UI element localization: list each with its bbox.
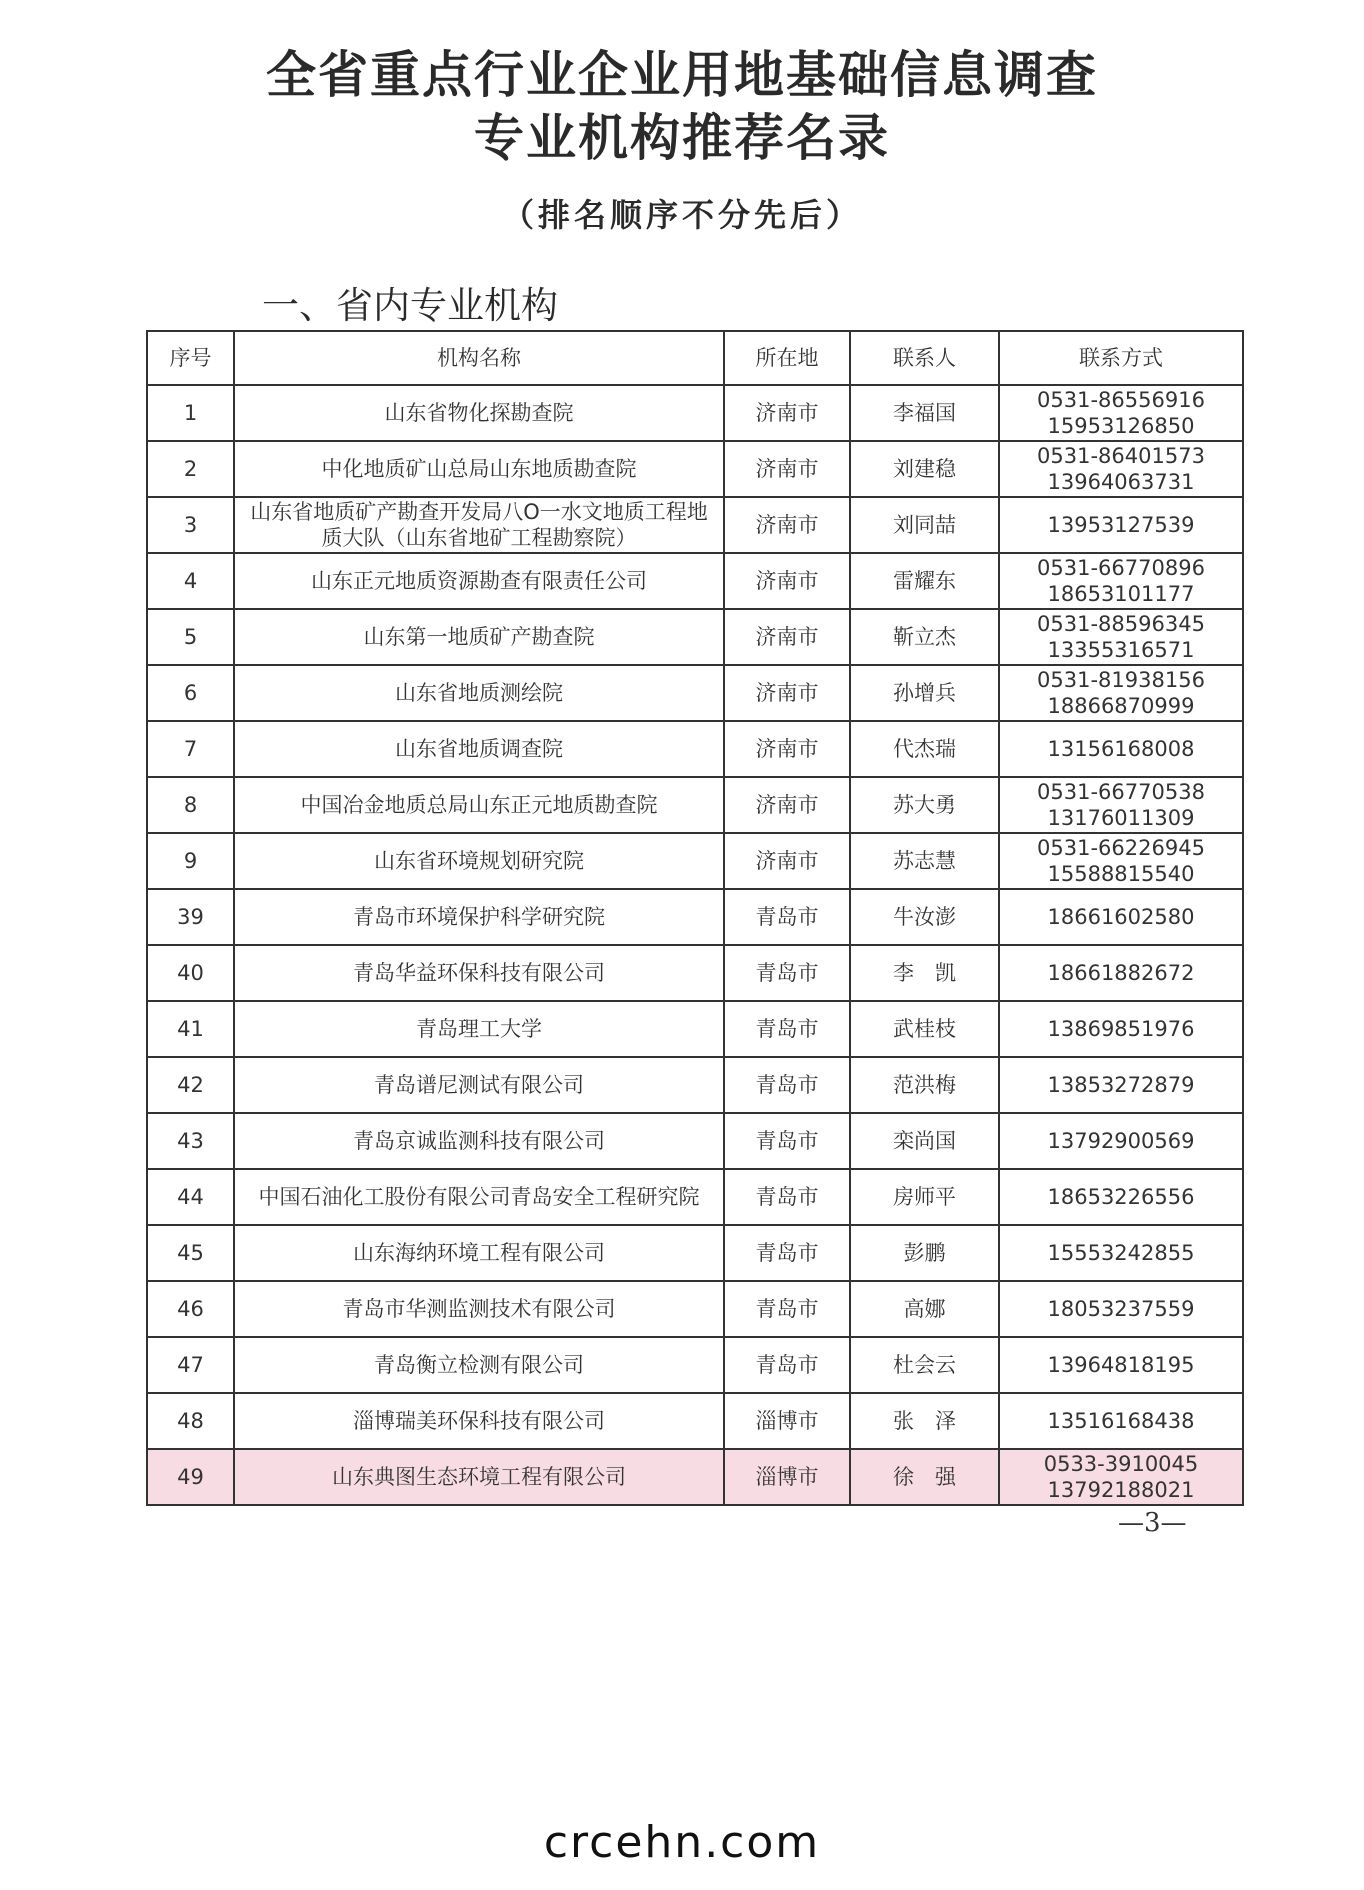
phone-number: 18661882672 [1047, 960, 1195, 985]
document-title-line-2: 专业机构推荐名录 [474, 108, 890, 167]
cell-location: 济南市 [724, 441, 850, 497]
cell-phone [999, 1113, 1243, 1169]
cell-contact: 彭鹏 [850, 1225, 999, 1281]
cell-contact: 张 泽 [850, 1393, 999, 1449]
cell-name: 中国冶金地质总局山东正元地质勘查院 [234, 777, 724, 833]
table-row [147, 889, 1243, 945]
cell-no: 40 [147, 945, 234, 1001]
table-row [147, 609, 1243, 665]
site-watermark: crcehn.com [543, 1817, 821, 1868]
cell-no: 39 [147, 889, 234, 945]
cell-name: 山东正元地质资源勘查有限责任公司 [234, 553, 724, 609]
header-contact: 联系人 [850, 331, 999, 385]
cell-contact: 苏志慧 [850, 833, 999, 889]
cell-location: 济南市 [724, 721, 850, 777]
cell-name: 中化地质矿山总局山东地质勘查院 [234, 441, 724, 497]
phone-number: 18661602580 [1047, 904, 1195, 929]
cell-no: 43 [147, 1113, 234, 1169]
cell-contact: 刘同喆 [850, 497, 999, 553]
table-row [147, 1001, 1243, 1057]
cell-name: 淄博瑞美环保科技有限公司 [234, 1393, 724, 1449]
cell-no: 4 [147, 553, 234, 609]
cell-no: 3 [147, 497, 234, 553]
cell-no: 5 [147, 609, 234, 665]
phone-number: 0531-66770896 [1037, 555, 1205, 580]
phone-number: 18053237559 [1047, 1296, 1195, 1321]
table-row [147, 777, 1243, 833]
cell-location: 济南市 [724, 497, 850, 553]
table-row [147, 553, 1243, 609]
page-number: —3— [1118, 1508, 1187, 1538]
cell-location: 淄博市 [724, 1393, 850, 1449]
table-body [147, 385, 1243, 1505]
table-row [147, 665, 1243, 721]
cell-phone [999, 777, 1243, 833]
phone-number: 18866870999 [1047, 694, 1195, 718]
cell-phone [999, 609, 1243, 665]
phone-number: 18653226556 [1047, 1184, 1195, 1209]
cell-phone [999, 665, 1243, 721]
cell-location: 济南市 [724, 833, 850, 889]
table-row [147, 1225, 1243, 1281]
cell-location: 青岛市 [724, 1113, 850, 1169]
cell-phone [999, 385, 1243, 441]
cell-location: 济南市 [724, 385, 850, 441]
document-title-line-1: 全省重点行业企业用地基础信息调查 [266, 45, 1098, 104]
cell-no: 6 [147, 665, 234, 721]
cell-name: 青岛谱尼测试有限公司 [234, 1057, 724, 1113]
phone-number: 0531-86556916 [1037, 387, 1205, 412]
cell-contact: 范洪梅 [850, 1057, 999, 1113]
phone-number: 15553242855 [1047, 1240, 1195, 1265]
cell-no: 47 [147, 1337, 234, 1393]
cell-contact: 李福国 [850, 385, 999, 441]
phone-number: 13156168008 [1047, 736, 1195, 761]
phone-number: 18653101177 [1047, 582, 1195, 606]
cell-name: 山东海纳环境工程有限公司 [234, 1225, 724, 1281]
cell-phone [999, 441, 1243, 497]
cell-phone [999, 945, 1243, 1001]
cell-no: 2 [147, 441, 234, 497]
phone-number: 0531-66226945 [1037, 835, 1205, 860]
cell-contact: 代杰瑞 [850, 721, 999, 777]
cell-no: 49 [147, 1449, 234, 1505]
cell-name: 山东典图生态环境工程有限公司 [234, 1449, 724, 1505]
table-row [147, 441, 1243, 497]
phone-number: 13176011309 [1047, 806, 1195, 830]
phone-number: 13355316571 [1047, 638, 1195, 662]
cell-location: 青岛市 [724, 1281, 850, 1337]
cell-name: 青岛衡立检测有限公司 [234, 1337, 724, 1393]
cell-phone [999, 1281, 1243, 1337]
cell-phone [999, 833, 1243, 889]
cell-contact: 李 凯 [850, 945, 999, 1001]
cell-contact: 杜会云 [850, 1337, 999, 1393]
phone-number: 15953126850 [1047, 414, 1195, 438]
header-phone: 联系方式 [999, 331, 1243, 385]
cell-location: 淄博市 [724, 1449, 850, 1505]
cell-phone [999, 1001, 1243, 1057]
cell-location: 济南市 [724, 609, 850, 665]
cell-name: 青岛华益环保科技有限公司 [234, 945, 724, 1001]
phone-number: 13953127539 [1047, 512, 1195, 537]
phone-number: 13964818195 [1047, 1352, 1195, 1377]
cell-contact: 雷耀东 [850, 553, 999, 609]
cell-phone [999, 889, 1243, 945]
table-header-row [147, 331, 1243, 385]
cell-name: 山东省环境规划研究院 [234, 833, 724, 889]
table-row [147, 1281, 1243, 1337]
cell-name: 青岛市环境保护科学研究院 [234, 889, 724, 945]
cell-phone [999, 1337, 1243, 1393]
phone-number: 0531-66770538 [1037, 779, 1205, 804]
header-name: 机构名称 [234, 331, 724, 385]
cell-location: 济南市 [724, 553, 850, 609]
table-row [147, 497, 1243, 553]
cell-location: 青岛市 [724, 1057, 850, 1113]
cell-contact: 房师平 [850, 1169, 999, 1225]
phone-number: 13964063731 [1047, 470, 1195, 494]
phone-number: 0531-86401573 [1037, 443, 1205, 468]
cell-location: 青岛市 [724, 1169, 850, 1225]
table-row [147, 1169, 1243, 1225]
phone-number: 0531-88596345 [1037, 611, 1205, 636]
cell-no: 7 [147, 721, 234, 777]
cell-contact: 刘建稳 [850, 441, 999, 497]
cell-phone [999, 1225, 1243, 1281]
cell-contact: 高娜 [850, 1281, 999, 1337]
cell-name: 山东省物化探勘查院 [234, 385, 724, 441]
phone-number: 13792188021 [1047, 1478, 1195, 1502]
table-row [147, 945, 1243, 1001]
cell-no: 1 [147, 385, 234, 441]
section-heading: 一、省内专业机构 [262, 284, 558, 327]
cell-name: 青岛理工大学 [234, 1001, 724, 1057]
phone-number: 13853272879 [1047, 1072, 1195, 1097]
cell-name: 山东第一地质矿产勘查院 [234, 609, 724, 665]
table-row [147, 721, 1243, 777]
cell-contact: 徐 强 [850, 1449, 999, 1505]
cell-phone [999, 1393, 1243, 1449]
cell-location: 青岛市 [724, 1001, 850, 1057]
cell-location: 济南市 [724, 665, 850, 721]
cell-no: 8 [147, 777, 234, 833]
cell-contact: 武桂枝 [850, 1001, 999, 1057]
header-no: 序号 [147, 331, 234, 385]
table-row [147, 1337, 1243, 1393]
phone-number: 13792900569 [1047, 1128, 1195, 1153]
phone-number: 15588815540 [1047, 862, 1195, 886]
cell-location: 青岛市 [724, 1225, 850, 1281]
cell-location: 青岛市 [724, 889, 850, 945]
phone-number: 0531-81938156 [1037, 667, 1205, 692]
table-row [147, 385, 1243, 441]
cell-no: 42 [147, 1057, 234, 1113]
institution-table [146, 330, 1244, 1506]
cell-name: 青岛京诚监测科技有限公司 [234, 1113, 724, 1169]
cell-name: 山东省地质测绘院 [234, 665, 724, 721]
cell-location: 济南市 [724, 777, 850, 833]
table-row [147, 1113, 1243, 1169]
cell-name: 中国石油化工股份有限公司青岛安全工程研究院 [234, 1169, 724, 1225]
cell-name: 山东省地质调查院 [234, 721, 724, 777]
cell-phone [999, 497, 1243, 553]
cell-no: 46 [147, 1281, 234, 1337]
cell-no: 9 [147, 833, 234, 889]
table-row [147, 833, 1243, 889]
table-row [147, 1393, 1243, 1449]
cell-contact: 孙增兵 [850, 665, 999, 721]
phone-number: 0533-3910045 [1043, 1451, 1199, 1476]
cell-phone [999, 1169, 1243, 1225]
cell-no: 41 [147, 1001, 234, 1057]
cell-contact: 栾尚国 [850, 1113, 999, 1169]
phone-number: 13869851976 [1047, 1016, 1195, 1041]
cell-contact: 苏大勇 [850, 777, 999, 833]
cell-contact: 牛汝澎 [850, 889, 999, 945]
cell-location: 青岛市 [724, 1337, 850, 1393]
cell-phone [999, 1057, 1243, 1113]
cell-no: 48 [147, 1393, 234, 1449]
table-row [147, 1057, 1243, 1113]
cell-name: 青岛市华测监测技术有限公司 [234, 1281, 724, 1337]
cell-location: 青岛市 [724, 945, 850, 1001]
table-row [147, 1449, 1243, 1505]
document-subtitle: （排名顺序不分先后） [501, 196, 862, 234]
cell-no: 45 [147, 1225, 234, 1281]
header-location: 所在地 [724, 331, 850, 385]
cell-contact: 靳立杰 [850, 609, 999, 665]
cell-phone [999, 553, 1243, 609]
cell-phone [999, 1449, 1243, 1505]
cell-name: 山东省地质矿产勘查开发局八O一水文地质工程地质大队（山东省地矿工程勘察院） [234, 497, 724, 553]
cell-phone [999, 721, 1243, 777]
cell-no: 44 [147, 1169, 234, 1225]
phone-number: 13516168438 [1047, 1408, 1195, 1433]
